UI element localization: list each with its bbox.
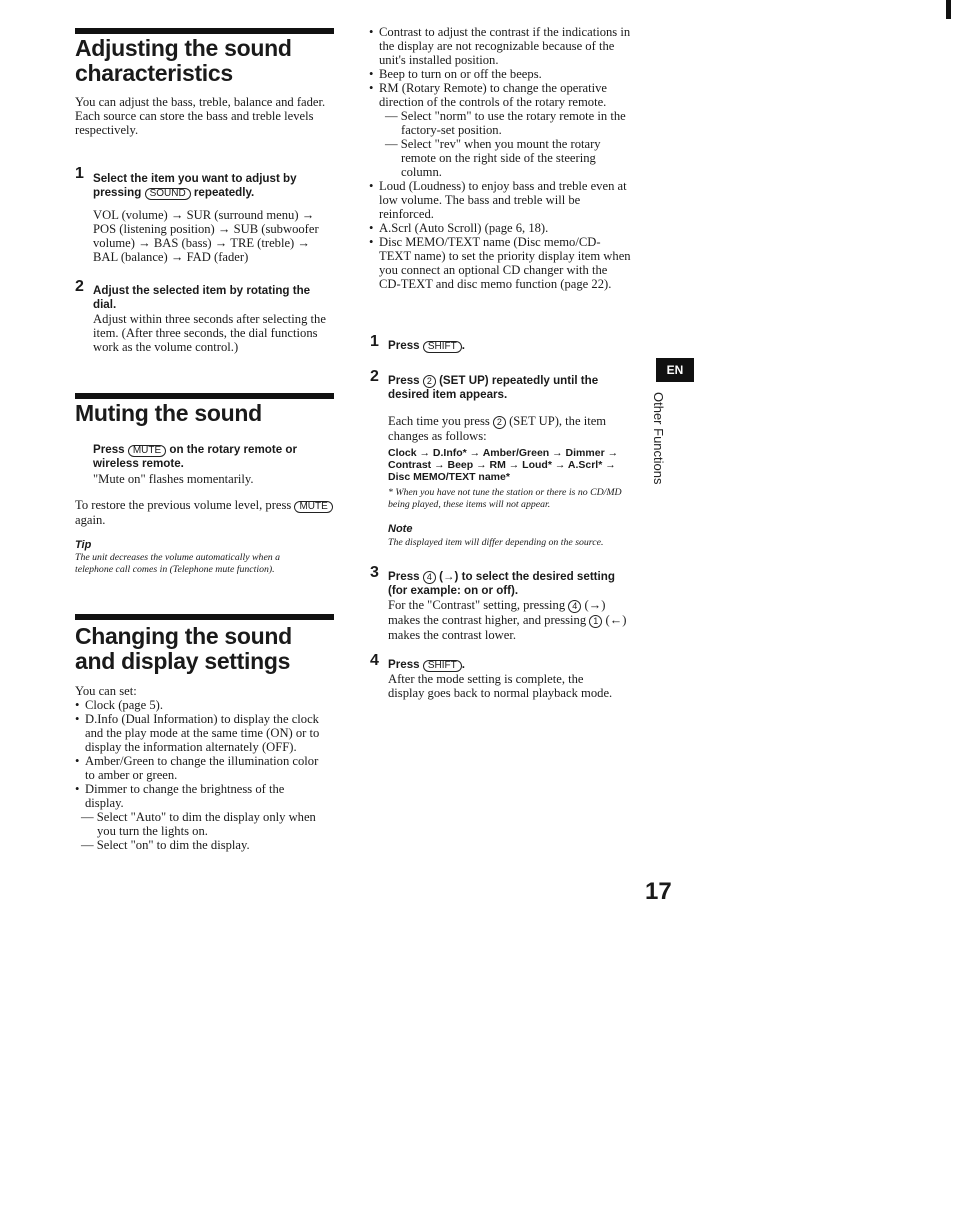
display-title: Changing the sound and display settings [75,623,292,674]
adjust-step-2: Adjust the selected item by rotating the dial. [93,284,311,311]
step-number: 1 [370,333,379,350]
list-item: • A.Scrl (Auto Scroll) (page 6, 18). [369,221,631,235]
mute-restore: To restore the previous volume level, press MUTE again. [75,498,335,527]
step-number: 3 [370,564,379,581]
display-settings [75,684,320,852]
page-edge-mark [946,0,951,19]
setup-step-1: Press SHIFT . [388,339,465,352]
language-tab: EN [656,358,694,382]
mute-press: Press MUTE on the rotary remote or wireless remote. [93,443,297,470]
note-label: Note [388,523,413,535]
step-number: 2 [75,278,84,295]
section-rule-adjust [75,28,334,34]
list-item: • Disc MEMO/TEXT name (Disc memo/CD-TEXT name) to set the priority display item when you connect an optional CD changer with the CD-TEXT and disc memo function (page 22). [369,235,631,291]
setup-step-2: Press 2 (SET UP) repeatedly until the desired item appears. [388,374,599,401]
step-number: 2 [370,368,379,385]
display-intro: You can set: [75,684,137,698]
list-item: • RM (Rotary Remote) to change the operative direction of the controls of the rotary remote. [369,81,631,109]
rm-sub-2: — Select "rev" when you mount the rotary remote on the right side of the steering column. [385,137,601,179]
sound-key: SOUND [145,188,191,200]
dimmer-sub-2: — Select "on" to dim the display. [81,838,250,852]
key-2: 2 [493,416,506,429]
step-number: 4 [370,652,379,669]
tip-label: Tip [75,539,92,551]
note-text: The displayed item will differ depending on the source. [388,537,604,548]
settings-list [369,25,631,291]
mute-title: Muting the sound [75,400,262,426]
tip-text: The unit decreases the volume automatically when a telephone call comes in (Telephone mute function). [75,552,281,575]
adjust-step-1: Select the item you want to adjust by pressing SOUND repeatedly. [93,172,297,199]
adjust-step-2-body: Adjust within three seconds after selecting the item. (After three seconds, the dial functions work as the volume control.) [93,312,326,354]
shift-key: SHIFT [423,660,462,672]
setup-step-3-body: For the "Contrast" setting, pressing 4 (→) makes the contrast higher, and pressing 1 (←) makes the contrast lower. [388,598,627,642]
section-rule-mute [75,393,334,399]
mute-key: MUTE [294,501,332,513]
setup-step-3: Press 4 (→) to select the desired setting (for example: on or off). [388,570,615,597]
section-tab-label: Other Functions [651,392,666,485]
settings-list-a [369,25,631,109]
mute-flash: "Mute on" flashes momentarily. [93,472,254,486]
list-item: • D.Info (Dual Information) to display the clock and the play mode at the same time (ON) or to display the information alternately (OFF). [75,712,320,754]
key-2: 2 [423,375,436,388]
list-item: • Dimmer to change the brightness of the display. [75,782,320,810]
step-number: 1 [75,165,84,182]
list-item: • Contrast to adjust the contrast if the indications in the display are not recognizable because of the unit's installed position. [369,25,631,67]
adjust-intro-text-2: Each source can store the bass and treble levels respectively. [75,109,314,137]
adjust-step-1-body: VOL (volume) → SUR (surround menu) → POS (listening position) → SUB (subwoofer volume) → BAS (bass) → TRE (treble) → BAL (balance) → FAD (fader) [93,208,319,264]
setup-step-2-body: Each time you press 2 (SET UP), the item changes as follows: [388,414,607,443]
list-item: • Loud (Loudness) to enjoy bass and treble even at low volume. The bass and treble will be reinforced. [369,179,631,221]
dimmer-sub-1: — Select "Auto" to dim the display only when you turn the lights on. [81,810,316,838]
section-tab [652,392,672,512]
page-number: 17 [645,878,672,905]
adjust-title: Adjusting the sound characteristics [75,35,292,86]
settings-list-b [369,179,631,291]
display-list [75,698,320,810]
key-4: 4 [423,571,436,584]
shift-key: SHIFT [423,341,462,353]
section-rule-display [75,614,334,620]
footnote: * When you have not tune the station or there is no CD/MD being played, these items will not appear. [388,487,622,510]
adjust-intro [75,95,337,137]
list-item: • Clock (page 5). [75,698,320,712]
adjust-intro-text: You can adjust the bass, treble, balance and fader. [75,95,326,109]
rm-sub-1: — Select "norm" to use the rotary remote in the factory-set position. [385,109,626,137]
key-1: 1 [589,615,602,628]
key-4: 4 [568,600,581,613]
mute-key: MUTE [128,445,166,457]
list-item: • Beep to turn on or off the beeps. [369,67,631,81]
list-item: • Amber/Green to change the illumination color to amber or green. [75,754,320,782]
setup-step-4-body: After the mode setting is complete, the display goes back to normal playback mode. [388,672,613,700]
setup-step-4: Press SHIFT . [388,658,465,671]
item-sequence: Clock → D.Info* → Amber/Green → Dimmer → Contrast → Beep → RM → Loud* → A.Scrl* → Disc MEMO/TEXT name* [388,447,619,483]
